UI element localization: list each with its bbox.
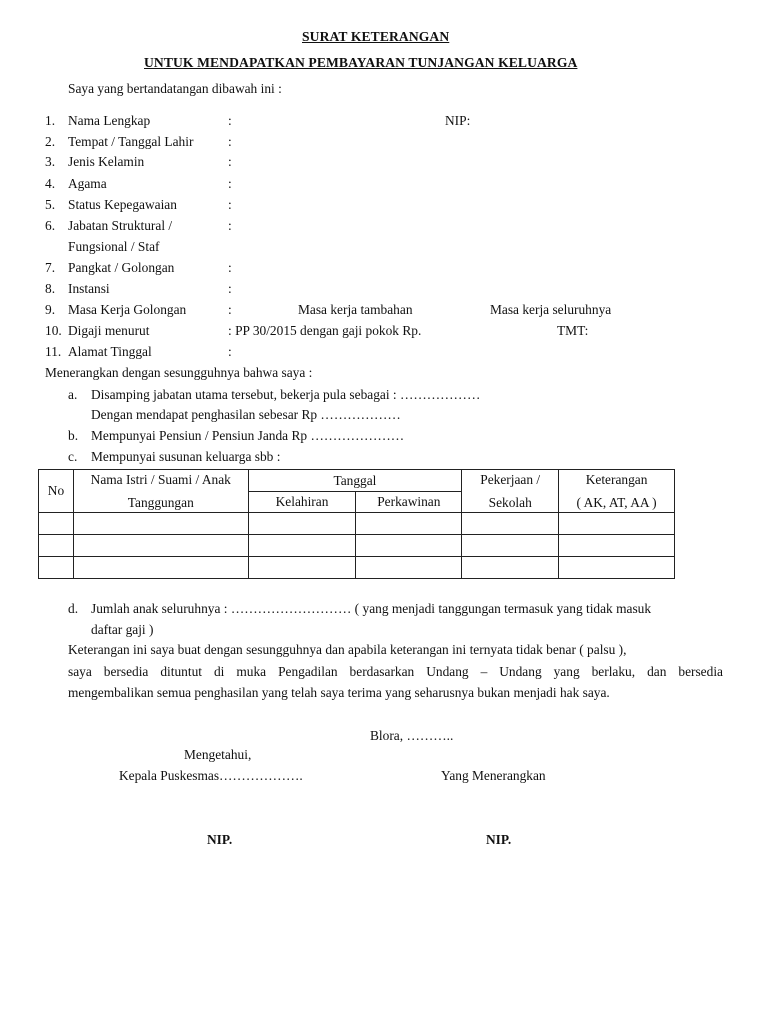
nip-label: NIP: bbox=[445, 113, 471, 128]
table-header-perkawinan: Perkawinan bbox=[356, 492, 462, 513]
field-colon: : bbox=[228, 344, 232, 359]
table-header-no: No bbox=[39, 470, 74, 513]
field-number: 2. bbox=[45, 134, 56, 149]
field-number: 7. bbox=[45, 260, 56, 275]
item-c-text: Mempunyai susunan keluarga sbb : bbox=[91, 449, 281, 464]
field-number: 4. bbox=[45, 176, 56, 191]
table-row bbox=[39, 557, 675, 579]
item-letter: c. bbox=[68, 449, 78, 464]
yang-menerangkan-label: Yang Menerangkan bbox=[441, 768, 546, 783]
item-letter: d. bbox=[68, 601, 79, 616]
item-a-text-2: Dengan mendapat penghasilan sebesar Rp ……………… bbox=[91, 407, 401, 422]
nip-right-signature: NIP. bbox=[486, 832, 512, 847]
statement-line-1: Keterangan ini saya buat dengan sesungguhnya dan apabila keterangan ini ternyata tidak benar ( palsu ), bbox=[68, 642, 627, 657]
field-colon: : bbox=[228, 134, 232, 149]
field-label: Status Kepegawaian bbox=[68, 197, 177, 212]
statement-line-3: mengembalikan semua penghasilan yang telah saya terima yang seharusnya bukan menjadi hak saya. bbox=[68, 685, 610, 700]
field-colon: : bbox=[228, 154, 232, 169]
menerangkan-text: Menerangkan dengan sesungguhnya bahwa saya : bbox=[45, 365, 313, 380]
field-colon: : bbox=[228, 260, 232, 275]
field-label: Agama bbox=[68, 176, 107, 191]
field-number: 1. bbox=[45, 113, 56, 128]
field-label-continued: Fungsional / Staf bbox=[68, 239, 160, 254]
item-a-text: Disamping jabatan utama tersebut, bekerja pula sebagai : ……………… bbox=[91, 387, 481, 402]
field-label: Digaji menurut bbox=[68, 323, 150, 338]
tmt-label: TMT: bbox=[557, 323, 589, 338]
table-row bbox=[39, 513, 675, 535]
field-label: Jabatan Struktural / bbox=[68, 218, 173, 233]
item-letter: a. bbox=[68, 387, 78, 402]
table-header-pekerjaan-line2: Sekolah bbox=[488, 494, 532, 510]
table-header-keterangan-line2: ( AK, AT, AA ) bbox=[576, 494, 657, 510]
item-d-text: Jumlah anak seluruhnya : ……………………… ( yang menjadi tanggungan termasuk yang tidak masuk bbox=[91, 601, 652, 616]
field-label: Tempat / Tanggal Lahir bbox=[68, 134, 194, 149]
nip-left-signature: NIP. bbox=[207, 832, 233, 847]
item-letter: b. bbox=[68, 428, 79, 443]
field-number: 11. bbox=[45, 344, 62, 359]
table-header-pekerjaan-line1: Pekerjaan / bbox=[480, 472, 541, 488]
field-colon: : bbox=[228, 176, 232, 191]
item-b-text: Mempunyai Pensiun / Pensiun Janda Rp ………………… bbox=[91, 428, 405, 443]
field-number: 5. bbox=[45, 197, 56, 212]
field-number: 9. bbox=[45, 302, 56, 317]
field-colon: : bbox=[228, 302, 232, 317]
field-number: 10. bbox=[45, 323, 62, 338]
field-label: Alamat Tinggal bbox=[68, 344, 152, 359]
table-header-tanggal: Tanggal bbox=[248, 470, 462, 492]
masa-kerja-seluruhnya-label: Masa kerja seluruhnya bbox=[490, 302, 612, 317]
document-subtitle: UNTUK MENDAPATKAN PEMBAYARAN TUNJANGAN KELUARGA bbox=[144, 55, 578, 70]
field-colon: : bbox=[228, 281, 232, 296]
field-number: 6. bbox=[45, 218, 56, 233]
field-colon: : bbox=[228, 113, 232, 128]
table-row bbox=[39, 535, 675, 557]
document-title: SURAT KETERANGAN bbox=[302, 29, 450, 44]
masa-kerja-tambahan-label: Masa kerja tambahan bbox=[298, 302, 413, 317]
field-label: Masa Kerja Golongan bbox=[68, 302, 187, 317]
field-number: 3. bbox=[45, 154, 56, 169]
kepala-puskesmas-label: Kepala Puskesmas………………. bbox=[119, 768, 303, 783]
statement-line-2: saya bersedia dituntut di muka Pengadilan berdasarkan Undang – Undang yang berlaku, dan bersedia bbox=[68, 664, 723, 679]
table-header-kelahiran: Kelahiran bbox=[248, 492, 356, 513]
field-number: 8. bbox=[45, 281, 56, 296]
item-d-text-2: daftar gaji ) bbox=[91, 622, 154, 637]
mengetahui-label: Mengetahui, bbox=[184, 747, 252, 762]
table-header-keterangan bbox=[559, 470, 675, 513]
table-header-nama-line2: Tanggungan bbox=[127, 494, 194, 510]
field-colon: : bbox=[228, 218, 232, 233]
table-header-nama bbox=[73, 470, 248, 513]
intro-text: Saya yang bertandatangan dibawah ini : bbox=[68, 81, 282, 96]
field-colon: : bbox=[228, 197, 232, 212]
family-table bbox=[38, 469, 675, 579]
table-header-pekerjaan bbox=[462, 470, 559, 513]
field-label: Instansi bbox=[68, 281, 110, 296]
digaji-value: : PP 30/2015 dengan gaji pokok Rp. bbox=[228, 323, 422, 338]
place-date: Blora, ……….. bbox=[370, 728, 454, 743]
table-header-keterangan-line1: Keterangan bbox=[585, 472, 648, 488]
field-label: Jenis Kelamin bbox=[68, 154, 145, 169]
table-header-nama-line1: Nama Istri / Suami / Anak bbox=[90, 472, 231, 488]
field-label: Nama Lengkap bbox=[68, 113, 151, 128]
field-label: Pangkat / Golongan bbox=[68, 260, 175, 275]
